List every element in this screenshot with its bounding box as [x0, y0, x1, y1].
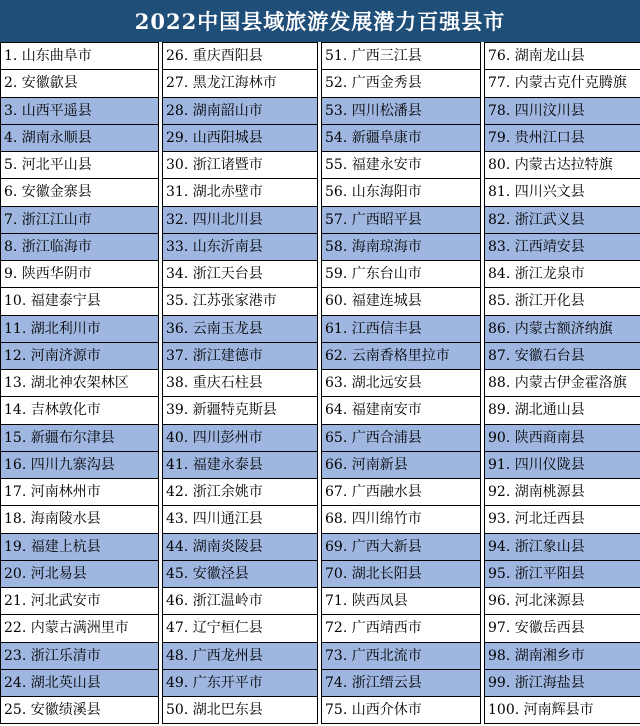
table-row [1, 506, 640, 533]
county-cell: 2. 安徽歙县 [1, 70, 159, 97]
table-row [1, 669, 640, 696]
table-row [1, 451, 640, 478]
county-cell: 39. 新疆特克斯县 [163, 397, 318, 424]
ranking-table [0, 42, 640, 724]
county-cell: 84. 浙江龙泉市 [485, 261, 640, 288]
county-cell: 97. 安徽岳西县 [485, 615, 640, 642]
county-cell: 1. 山东曲阜市 [1, 43, 159, 70]
county-cell: 90. 陕西商南县 [485, 424, 640, 451]
county-cell: 54. 新疆阜康市 [322, 124, 481, 151]
county-cell: 78. 四川汶川县 [485, 97, 640, 124]
county-cell: 15. 新疆布尔津县 [1, 424, 159, 451]
county-cell: 47. 辽宁桓仁县 [163, 615, 318, 642]
table-row [1, 370, 640, 397]
county-cell: 49. 广东开平市 [163, 669, 318, 696]
county-cell: 24. 湖北英山县 [1, 669, 159, 696]
table-row [1, 43, 640, 70]
county-cell: 28. 湖南韶山市 [163, 97, 318, 124]
table-row [1, 424, 640, 451]
county-cell: 13. 湖北神农架林区 [1, 370, 159, 397]
county-cell: 52. 广西金秀县 [322, 70, 481, 97]
county-cell: 48. 广西龙州县 [163, 642, 318, 669]
county-cell: 56. 山东海阳市 [322, 179, 481, 206]
county-cell: 60. 福建连城县 [322, 288, 481, 315]
county-cell: 26. 重庆酉阳县 [163, 43, 318, 70]
county-cell: 62. 云南香格里拉市 [322, 342, 481, 369]
county-cell: 99. 浙江海盐县 [485, 669, 640, 696]
county-cell: 4. 湖南永顺县 [1, 124, 159, 151]
county-cell: 55. 福建永安市 [322, 152, 481, 179]
county-cell: 57. 广西昭平县 [322, 206, 481, 233]
county-cell: 8. 浙江临海市 [1, 233, 159, 260]
table-row [1, 261, 640, 288]
county-cell: 65. 广西合浦县 [322, 424, 481, 451]
county-cell: 30. 浙江诸暨市 [163, 152, 318, 179]
county-cell: 85. 浙江开化县 [485, 288, 640, 315]
county-cell: 18. 海南陵水县 [1, 506, 159, 533]
table-row [1, 479, 640, 506]
county-cell: 71. 陕西凤县 [322, 588, 481, 615]
county-cell: 46. 浙江温岭市 [163, 588, 318, 615]
county-cell: 95. 浙江平阳县 [485, 560, 640, 587]
county-cell: 32. 四川北川县 [163, 206, 318, 233]
county-cell: 33. 山东沂南县 [163, 233, 318, 260]
table-row [1, 342, 640, 369]
table-row [1, 397, 640, 424]
county-cell: 45. 安徽泾县 [163, 560, 318, 587]
page-title: 2022中国县域旅游发展潜力百强县市 [0, 0, 640, 42]
county-cell: 35. 江苏张家港市 [163, 288, 318, 315]
county-cell: 87. 安徽石台县 [485, 342, 640, 369]
county-cell: 83. 江西靖安县 [485, 233, 640, 260]
county-cell: 91. 四川仪陇县 [485, 451, 640, 478]
county-cell: 19. 福建上杭县 [1, 533, 159, 560]
county-cell: 17. 河南林州市 [1, 479, 159, 506]
county-cell: 29. 山西阳城县 [163, 124, 318, 151]
table-row [1, 124, 640, 151]
table-row [1, 179, 640, 206]
county-cell: 67. 广西融水县 [322, 479, 481, 506]
table-row [1, 560, 640, 587]
county-cell: 51. 广西三江县 [322, 43, 481, 70]
county-cell: 3. 山西平遥县 [1, 97, 159, 124]
county-cell: 86. 内蒙古额济纳旗 [485, 315, 640, 342]
table-row [1, 152, 640, 179]
county-cell: 61. 江西信丰县 [322, 315, 481, 342]
table-row [1, 315, 640, 342]
county-cell: 44. 湖南炎陵县 [163, 533, 318, 560]
county-cell: 40. 四川彭州市 [163, 424, 318, 451]
county-cell: 20. 河北易县 [1, 560, 159, 587]
county-cell: 89. 湖北通山县 [485, 397, 640, 424]
county-cell: 58. 海南琼海市 [322, 233, 481, 260]
county-cell: 53. 四川松潘县 [322, 97, 481, 124]
county-cell: 92. 湖南桃源县 [485, 479, 640, 506]
table-row [1, 533, 640, 560]
county-cell: 25. 安徽绩溪县 [1, 697, 159, 724]
county-cell: 21. 河北武安市 [1, 588, 159, 615]
county-cell: 31. 湖北赤壁市 [163, 179, 318, 206]
county-cell: 7. 浙江江山市 [1, 206, 159, 233]
county-cell: 100. 河南辉县市 [485, 697, 640, 724]
county-cell: 59. 广东台山市 [322, 261, 481, 288]
county-cell: 98. 湖南湘乡市 [485, 642, 640, 669]
county-cell: 66. 河南新县 [322, 451, 481, 478]
county-cell: 23. 浙江乐清市 [1, 642, 159, 669]
county-cell: 63. 湖北远安县 [322, 370, 481, 397]
table-row [1, 97, 640, 124]
county-cell: 75. 山西介休市 [322, 697, 481, 724]
county-cell: 72. 广西靖西市 [322, 615, 481, 642]
county-cell: 43. 四川通江县 [163, 506, 318, 533]
county-cell: 14. 吉林敦化市 [1, 397, 159, 424]
county-cell: 12. 河南济源市 [1, 342, 159, 369]
county-cell: 77. 内蒙古克什克腾旗 [485, 70, 640, 97]
county-cell: 73. 广西北流市 [322, 642, 481, 669]
county-cell: 93. 河北迁西县 [485, 506, 640, 533]
table-row [1, 697, 640, 724]
county-cell: 41. 福建永泰县 [163, 451, 318, 478]
county-cell: 34. 浙江天台县 [163, 261, 318, 288]
county-cell: 82. 浙江武义县 [485, 206, 640, 233]
county-cell: 70. 湖北长阳县 [322, 560, 481, 587]
county-cell: 88. 内蒙古伊金霍洛旗 [485, 370, 640, 397]
county-cell: 68. 四川绵竹市 [322, 506, 481, 533]
county-cell: 6. 安徽金寨县 [1, 179, 159, 206]
county-cell: 50. 湖北巴东县 [163, 697, 318, 724]
table-row [1, 70, 640, 97]
county-cell: 76. 湖南龙山县 [485, 43, 640, 70]
county-cell: 79. 贵州江口县 [485, 124, 640, 151]
county-cell: 36. 云南玉龙县 [163, 315, 318, 342]
table-row [1, 642, 640, 669]
county-cell: 42. 浙江余姚市 [163, 479, 318, 506]
county-cell: 38. 重庆石柱县 [163, 370, 318, 397]
county-cell: 37. 浙江建德市 [163, 342, 318, 369]
table-row [1, 288, 640, 315]
county-cell: 27. 黑龙江海林市 [163, 70, 318, 97]
county-cell: 96. 河北涞源县 [485, 588, 640, 615]
table-row [1, 233, 640, 260]
table-row [1, 615, 640, 642]
table-row [1, 206, 640, 233]
county-cell: 10. 福建泰宁县 [1, 288, 159, 315]
county-cell: 81. 四川兴文县 [485, 179, 640, 206]
county-cell: 22. 内蒙古满洲里市 [1, 615, 159, 642]
county-cell: 69. 广西大新县 [322, 533, 481, 560]
county-cell: 64. 福建南安市 [322, 397, 481, 424]
county-cell: 5. 河北平山县 [1, 152, 159, 179]
county-cell: 80. 内蒙古达拉特旗 [485, 152, 640, 179]
county-cell: 9. 陕西华阴市 [1, 261, 159, 288]
county-cell: 74. 浙江缙云县 [322, 669, 481, 696]
county-cell: 94. 浙江象山县 [485, 533, 640, 560]
county-cell: 11. 湖北利川市 [1, 315, 159, 342]
table-row [1, 588, 640, 615]
county-cell: 16. 四川九寨沟县 [1, 451, 159, 478]
